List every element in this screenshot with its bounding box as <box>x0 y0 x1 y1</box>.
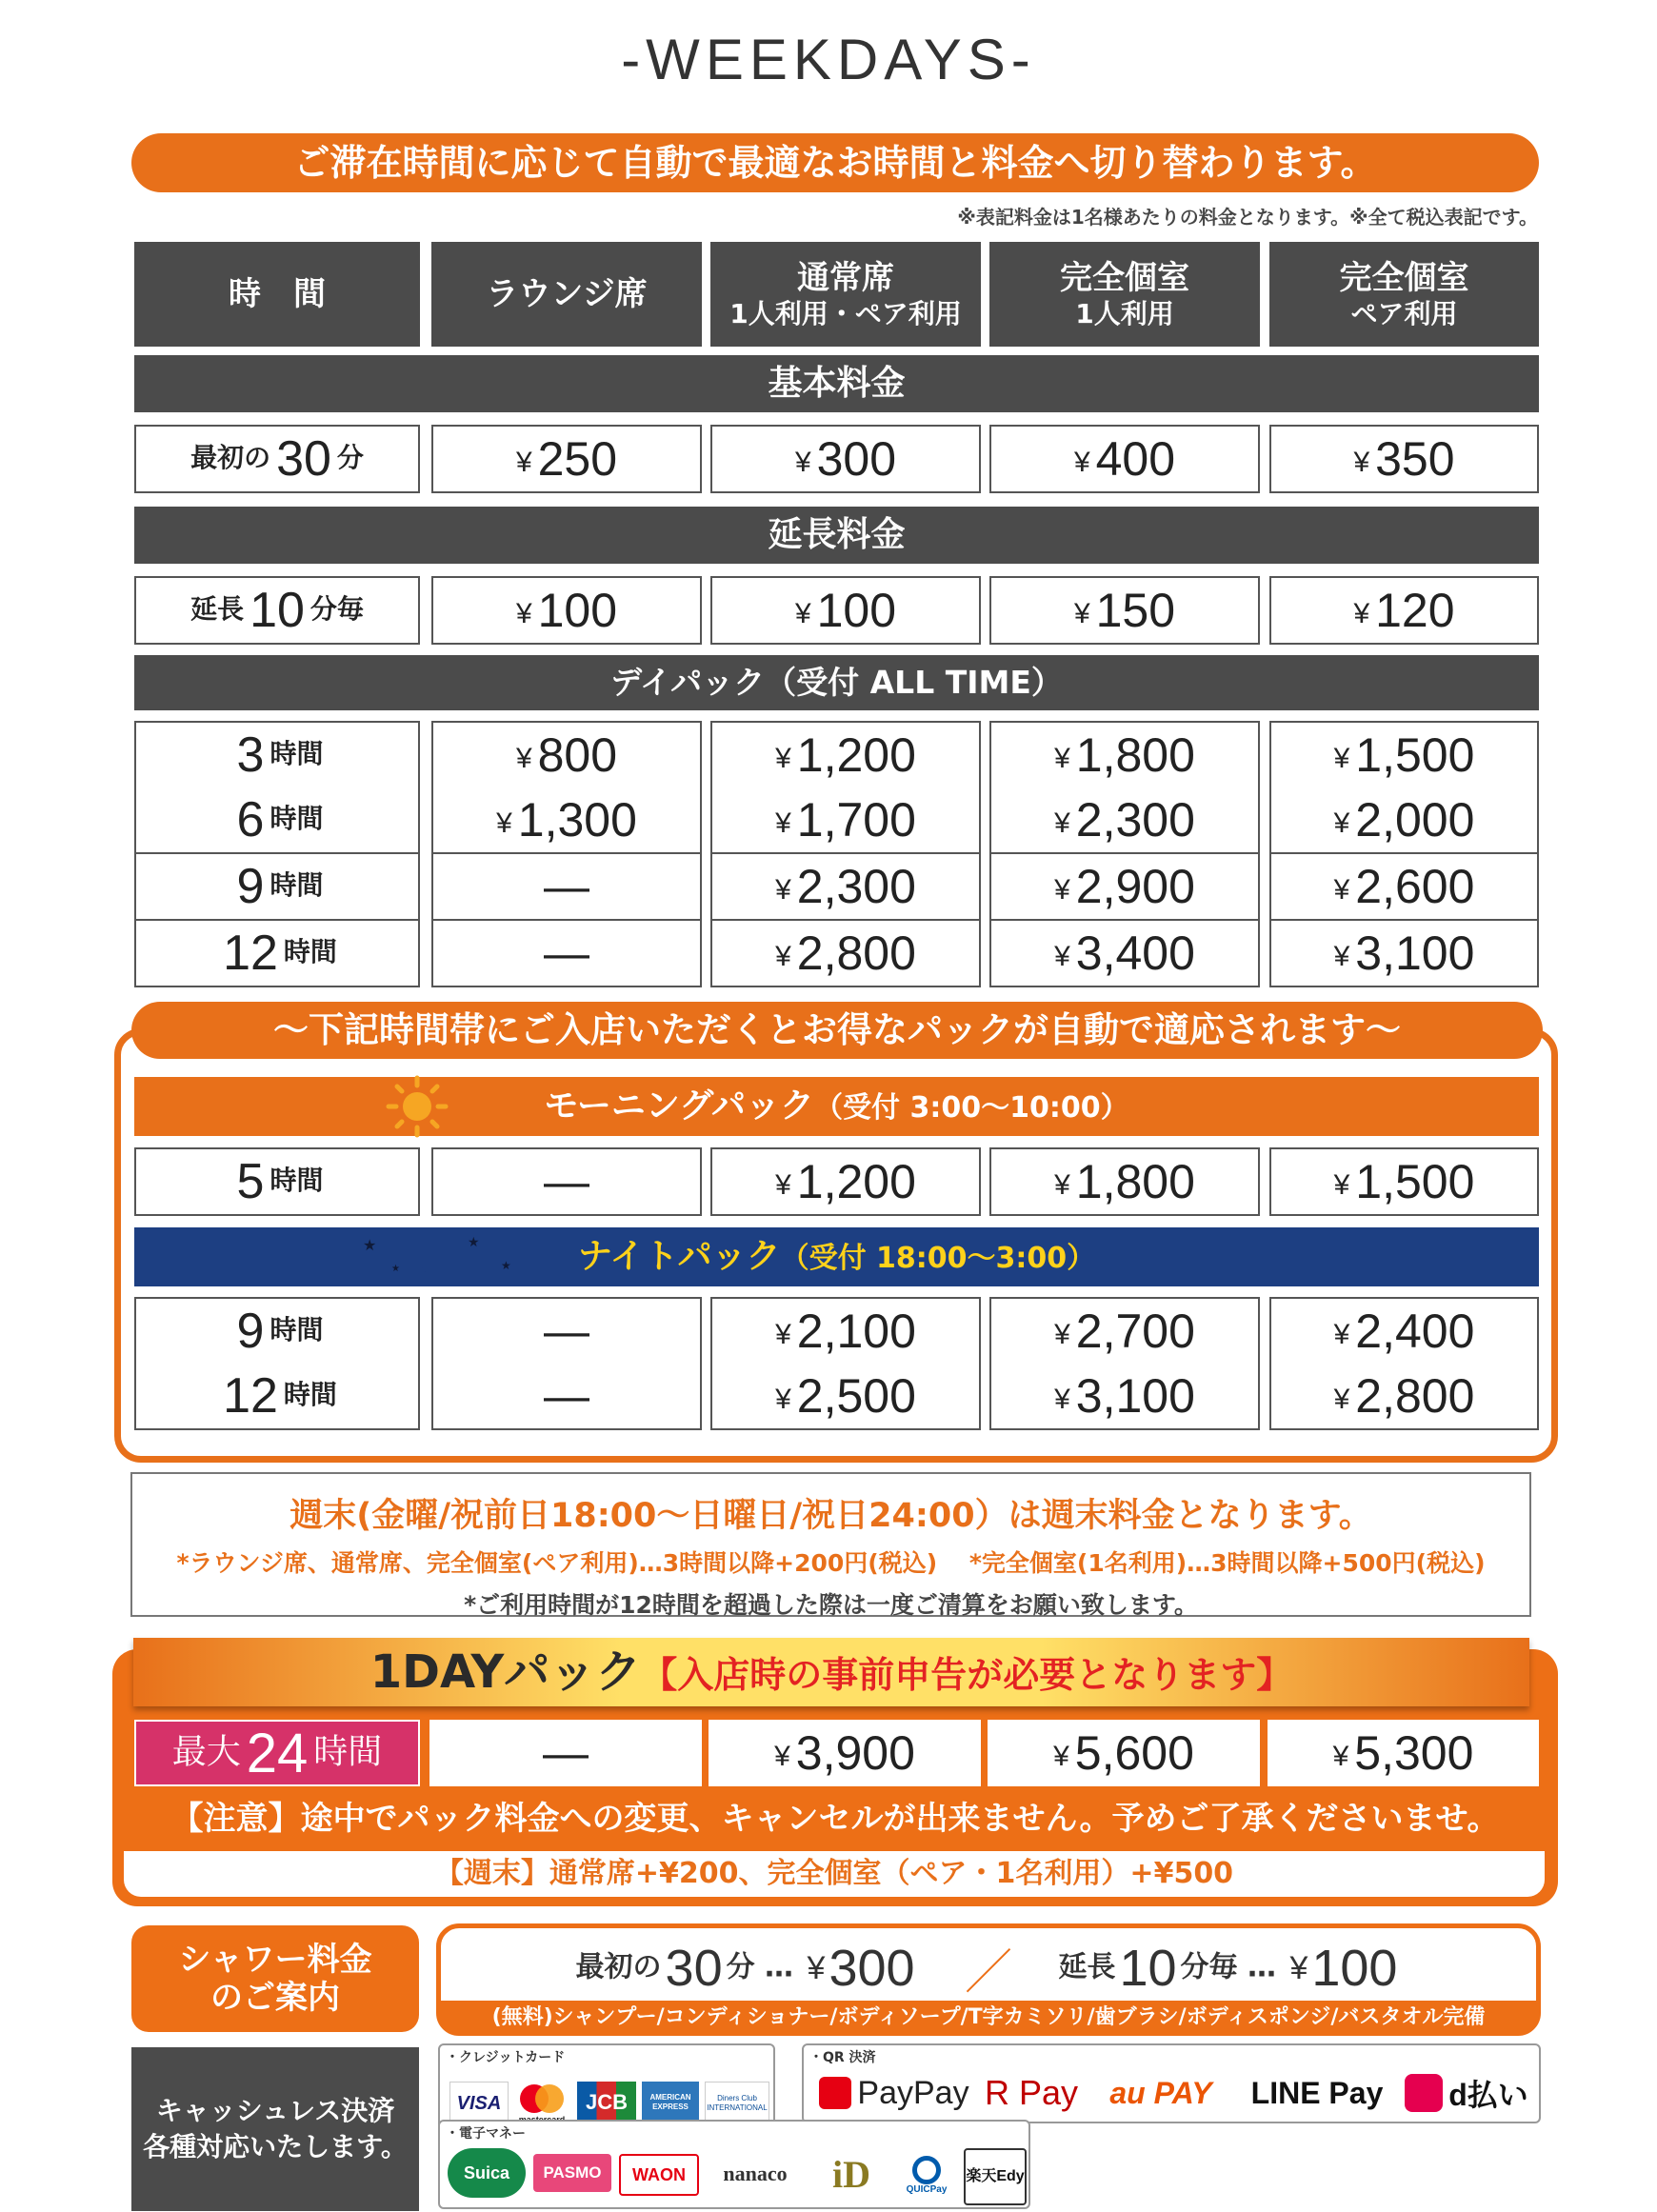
price-amount: 1,200 <box>796 1155 916 1208</box>
yen-symbol: ¥ <box>1073 597 1090 629</box>
row-price-cell <box>989 576 1260 645</box>
section-basic: 基本料金 <box>134 355 1539 412</box>
yen-symbol: ¥ <box>515 742 532 774</box>
price-amount: 800 <box>537 728 618 782</box>
price-value <box>1334 1368 1475 1424</box>
shower-first-pre: 最初の <box>575 1950 662 1984</box>
price-value <box>774 1725 915 1781</box>
price-value <box>1054 1368 1195 1424</box>
yen-symbol: ¥ <box>1333 1383 1350 1415</box>
time-label-num: 12 <box>223 926 278 981</box>
oneday-pack-notice: 【入店時の事前申告が必要となります】 <box>641 1654 1293 1696</box>
time-label-unit: 時間 <box>270 1165 324 1196</box>
price-value <box>1074 583 1175 638</box>
price-amount: 250 <box>537 432 618 486</box>
shower-label-line-2: のご案内 <box>210 1979 340 2017</box>
row-price-cell <box>431 787 702 854</box>
price-value <box>1053 1725 1194 1781</box>
row-time-cell <box>134 1364 420 1430</box>
page-title: -WEEKDAYS- <box>621 28 1036 91</box>
row-price-cell <box>710 1297 981 1365</box>
price-value <box>516 727 617 783</box>
au-pay-logo: au PAY <box>1109 2075 1212 2110</box>
header-private-single-sub: 1人利用 <box>1075 298 1174 329</box>
price-amount: 2,300 <box>1075 793 1195 847</box>
yen-symbol: ¥ <box>1054 873 1070 906</box>
row-price-cell <box>989 721 1260 789</box>
credit-caption: ・クレジットカード <box>446 2050 566 2065</box>
oneday-duration <box>134 1720 420 1786</box>
header-lounge <box>431 242 702 347</box>
price-amount: 3,400 <box>1075 927 1195 980</box>
time-label-num: 9 <box>236 859 265 914</box>
price-value <box>1333 1725 1474 1781</box>
row-time-cell <box>134 787 420 854</box>
yen-symbol: ¥ <box>1054 742 1070 774</box>
yen-symbol: ¥ <box>794 597 811 629</box>
shower-amenities: (無料)シャンプー/コンディショナー/ボディソープ/T字カミソリ/歯ブラシ/ボディスポンジ/バスタオル完備 <box>441 2001 1536 2035</box>
price-value <box>1054 1304 1195 1359</box>
row-price-cell <box>1269 1297 1539 1365</box>
sun-icon <box>384 1075 450 1138</box>
row-price-cell <box>710 1364 981 1430</box>
price-value <box>1334 1304 1475 1359</box>
row-price-cell <box>989 787 1260 854</box>
yen-symbol: ¥ <box>1333 873 1350 906</box>
price-amount: 120 <box>1375 584 1455 637</box>
line-pay-logo: LINE Pay <box>1250 2075 1384 2110</box>
time-label-num: 30 <box>276 431 331 487</box>
waon-logo: WAON <box>619 2154 699 2196</box>
price-amount: 350 <box>1375 432 1455 486</box>
time-label <box>231 1303 324 1360</box>
price-amount: 400 <box>1095 432 1176 486</box>
pasmo-logo: PASMO <box>533 2154 611 2192</box>
price-amount: 1,500 <box>1355 1155 1475 1208</box>
row-price-cell <box>989 854 1260 921</box>
amex-logo: AMERICAN EXPRESS <box>642 2082 699 2123</box>
oneday-pack-title: 1DAYパック <box>369 1645 642 1699</box>
shower-first-price: 300 <box>828 1940 915 1997</box>
yen-symbol: ¥ <box>775 873 791 906</box>
yen-symbol: ¥ <box>1353 597 1370 629</box>
price-value <box>775 1304 916 1359</box>
night-pack-label: ナイトパック <box>577 1237 781 1276</box>
yen-symbol: ¥ <box>1333 940 1350 972</box>
shower-price-box <box>436 1923 1541 2036</box>
row-price-cell <box>431 576 702 645</box>
header-private-single-label: 完全個室 <box>1060 259 1189 297</box>
weekend-line-2: *ラウンジ席、通常席、完全個室(ペア利用)…3時間以降+200円(税込) *完全個室(1名利用)…3時間以降+500円(税込) <box>176 1549 1486 1577</box>
shower-prices <box>441 1934 1536 2003</box>
time-label <box>231 727 324 784</box>
header-time <box>134 242 420 347</box>
price-value <box>1334 926 1475 981</box>
row-price-cell <box>710 1147 981 1216</box>
nanaco-logo: nanaco <box>723 2162 788 2185</box>
header-regular <box>710 242 981 347</box>
auto-switch-banner: ご滞在時間に応じて自動で最適なお時間と料金へ切り替わります。 <box>131 133 1539 192</box>
row-price-cell <box>431 921 702 987</box>
time-label <box>231 858 324 915</box>
no-price-dash: — <box>544 1370 589 1422</box>
price-value <box>1334 792 1475 847</box>
price-value <box>775 792 916 847</box>
promo-banner: 〜下記時間帯にご入店いただくとお得なパックが自動で適応されます〜 <box>131 1002 1543 1059</box>
time-label-num: 6 <box>236 792 265 847</box>
time-label <box>190 430 364 488</box>
shower-ext-num: 10 <box>1119 1940 1177 1997</box>
paypay-text: PayPay <box>857 2074 969 2111</box>
price-amount: 2,000 <box>1355 793 1475 847</box>
price-value <box>775 926 916 981</box>
row-time-cell <box>134 425 420 493</box>
price-amount: 1,500 <box>1355 728 1475 782</box>
shower-label-line-1: シャワー料金 <box>178 1941 372 1979</box>
row-time-cell <box>134 1297 420 1365</box>
emoney-box <box>438 2120 1030 2209</box>
price-amount: 5,300 <box>1354 1726 1474 1780</box>
header-lounge-label: ラウンジ席 <box>486 275 648 313</box>
row-price-cell <box>1269 425 1539 493</box>
header-time-label: 時 間 <box>229 275 326 313</box>
morning-pack-accept: （受付 3:00〜10:00） <box>814 1091 1129 1125</box>
rakuten-edy-logo: 楽天Edy <box>964 2148 1027 2205</box>
price-amount: 2,300 <box>796 860 916 913</box>
paypay-logo <box>813 2066 975 2120</box>
yen-symbol: ¥ <box>774 1740 790 1772</box>
yen-symbol: ¥ <box>1054 1168 1070 1201</box>
price-value <box>775 859 916 914</box>
time-label <box>231 1153 324 1210</box>
row-price-cell <box>431 1364 702 1430</box>
shower-first-num: 30 <box>665 1940 723 1997</box>
row-price-cell <box>989 921 1260 987</box>
weekend-line-3: *ご利用時間が12時間を超過した際は一度ご清算をお願い致します。 <box>464 1591 1198 1619</box>
oneday-duration-pre: 最大 <box>171 1732 241 1771</box>
price-value <box>1353 583 1454 638</box>
price-amount: 1,800 <box>1075 1155 1195 1208</box>
oneday-price-cell <box>988 1720 1260 1786</box>
time-label-unit: 時間 <box>270 803 324 834</box>
oneday-price-cell <box>709 1720 981 1786</box>
time-label-unit: 分毎 <box>309 593 364 625</box>
no-price-dash: — <box>544 1156 589 1207</box>
price-amount: 2,800 <box>1355 1369 1475 1423</box>
header-private-single <box>989 242 1260 347</box>
header-private-pair-sub: ペア利用 <box>1350 298 1458 329</box>
shower-label <box>131 1925 419 2032</box>
price-amount: 1,200 <box>796 728 916 782</box>
row-price-cell <box>431 425 702 493</box>
price-amount: 2,700 <box>1075 1305 1195 1358</box>
row-time-cell <box>134 921 420 987</box>
row-time-cell <box>134 721 420 789</box>
oneday-pack-bar <box>133 1638 1529 1706</box>
header-private-pair-label: 完全個室 <box>1339 259 1469 297</box>
cashless-label-line-2: 各種対応いたします。 <box>143 2131 408 2162</box>
quicpay-text: QUICPay <box>906 2183 948 2195</box>
row-price-cell <box>1269 1364 1539 1430</box>
row-price-cell <box>710 854 981 921</box>
yen-symbol: ¥ <box>775 1168 791 1201</box>
row-time-cell <box>134 1147 420 1216</box>
oneday-duration-post: 時間 <box>313 1732 383 1771</box>
oneday-duration-num: 24 <box>246 1722 309 1784</box>
price-amount: 2,100 <box>796 1305 916 1358</box>
price-amount: 3,100 <box>1075 1369 1195 1423</box>
header-regular-sub: 1人利用・ペア利用 <box>729 298 962 329</box>
time-label-num: 5 <box>236 1154 265 1209</box>
price-value <box>1334 1154 1475 1209</box>
cashless-label <box>131 2047 419 2211</box>
cashless-label-line-1: キャッシュレス決済 <box>155 2095 395 2126</box>
row-price-cell <box>710 576 981 645</box>
price-value <box>496 792 637 847</box>
svg-text:★: ★ <box>391 1264 400 1274</box>
yen-symbol: ¥ <box>1054 1383 1070 1415</box>
visa-logo: VISA <box>449 2082 509 2125</box>
svg-text:★: ★ <box>501 1259 511 1272</box>
yen-symbol: ¥ <box>775 807 791 839</box>
row-price-cell <box>989 425 1260 493</box>
yen-symbol: ¥ <box>775 742 791 774</box>
emoney-caption: ・電子マネー <box>446 2126 526 2142</box>
yen-symbol: ¥ <box>807 1949 826 1986</box>
qr-payment-box <box>802 2043 1541 2123</box>
row-price-cell <box>1269 1147 1539 1216</box>
row-price-cell <box>989 1147 1260 1216</box>
row-time-cell <box>134 576 420 645</box>
row-price-cell <box>1269 787 1539 854</box>
row-price-cell <box>1269 854 1539 921</box>
row-price-cell <box>710 425 981 493</box>
price-amount: 3,100 <box>1355 927 1475 980</box>
d-barai-logo <box>1400 2066 1533 2120</box>
svg-text:★: ★ <box>468 1235 480 1250</box>
no-price-dash: — <box>544 1305 589 1357</box>
shower-ext-pre: 延長 <box>1058 1950 1116 1984</box>
jcb-logo: JCB <box>577 2082 636 2123</box>
price-value <box>795 431 896 487</box>
time-label <box>217 1367 337 1425</box>
price-value <box>775 1368 916 1424</box>
yen-symbol: ¥ <box>1333 742 1350 774</box>
night-pack-accept: （受付 18:00〜3:00） <box>780 1242 1096 1275</box>
yen-symbol: ¥ <box>515 597 532 629</box>
row-price-cell <box>1269 921 1539 987</box>
price-amount: 1,800 <box>1075 728 1195 782</box>
time-label-num: 10 <box>250 583 305 638</box>
time-label-unit: 分 <box>336 442 364 473</box>
shower-separator: ／ <box>965 1944 1012 2000</box>
price-amount: 100 <box>537 584 618 637</box>
row-price-cell <box>431 1147 702 1216</box>
price-value <box>1054 1154 1195 1209</box>
time-label-unit: 時間 <box>270 738 324 769</box>
price-value <box>775 1154 916 1209</box>
yen-symbol: ¥ <box>1053 1740 1069 1772</box>
price-value <box>1334 859 1475 914</box>
yen-symbol: ¥ <box>1333 1318 1350 1350</box>
time-label <box>231 791 324 848</box>
weekend-line-1: 週末(金曜/祝前日18:00〜日曜日/祝日24:00）は週末料金となります。 <box>289 1497 1372 1535</box>
svg-text:★: ★ <box>363 1236 377 1254</box>
morning-pack-bar <box>134 1077 1539 1136</box>
time-label <box>190 582 364 639</box>
yen-symbol: ¥ <box>775 940 791 972</box>
yen-symbol: ¥ <box>1054 940 1070 972</box>
weekend-notice <box>130 1472 1531 1617</box>
price-value <box>516 583 617 638</box>
price-amount: 100 <box>816 584 897 637</box>
oneday-caution: 【注意】途中でパック料金への変更、キャンセルが出来ません。予めご了承くださいませ。 <box>170 1800 1500 1838</box>
price-value <box>1334 727 1475 783</box>
price-amount: 3,900 <box>795 1726 915 1780</box>
yen-symbol: ¥ <box>1073 446 1090 478</box>
no-price-dash: — <box>544 861 589 912</box>
time-label <box>217 925 337 982</box>
row-price-cell <box>989 1364 1260 1430</box>
yen-symbol: ¥ <box>515 446 532 478</box>
yen-symbol: ¥ <box>1333 1168 1350 1201</box>
price-value <box>1054 792 1195 847</box>
yen-symbol: ¥ <box>1333 807 1350 839</box>
time-label-num: 3 <box>236 727 265 783</box>
time-label-pre: 延長 <box>190 593 245 625</box>
row-price-cell <box>431 1297 702 1365</box>
row-price-cell <box>431 721 702 789</box>
section-daypack: デイパック（受付 ALL TIME） <box>134 655 1539 710</box>
row-price-cell <box>710 721 981 789</box>
time-label-num: 12 <box>223 1368 278 1424</box>
price-amount: 150 <box>1095 584 1176 637</box>
time-label-unit: 時間 <box>283 1379 337 1410</box>
yen-symbol: ¥ <box>1054 807 1070 839</box>
no-price-dash: — <box>544 927 589 979</box>
row-price-cell <box>431 854 702 921</box>
price-amount: 300 <box>816 432 897 486</box>
shower-first-post: 分 … <box>726 1950 794 1984</box>
row-price-cell <box>710 787 981 854</box>
row-price-cell <box>1269 721 1539 789</box>
shower-ext-post: 分毎 … <box>1180 1950 1276 1984</box>
price-amount: 2,400 <box>1355 1305 1475 1358</box>
row-price-cell <box>1269 576 1539 645</box>
price-amount: 1,300 <box>517 793 637 847</box>
moon-stars-icon <box>325 1227 534 1286</box>
suica-logo: Suica <box>448 2148 526 2198</box>
header-private-pair <box>1269 242 1539 347</box>
no-price-dash: — <box>543 1727 589 1779</box>
shower-ext-price: 100 <box>1311 1940 1398 1997</box>
yen-symbol: ¥ <box>1353 446 1370 478</box>
price-value <box>1353 431 1454 487</box>
section-extension: 延長料金 <box>134 507 1539 564</box>
quicpay-logo <box>895 2150 958 2200</box>
oneday-weekend-note: 【週末】通常席+¥200、完全個室（ペア・1名利用）+¥500 <box>124 1851 1545 1897</box>
oneday-price-cell <box>429 1720 702 1786</box>
rakuten-pay-logo: R Pay <box>984 2073 1079 2112</box>
morning-pack-label: モーニングパック <box>544 1086 815 1126</box>
price-value <box>1054 926 1195 981</box>
tax-note: ※表記料金は1名様あたりの料金となります。※全て税込表記です。 <box>957 206 1538 229</box>
time-label-pre: 最初の <box>190 442 271 473</box>
yen-symbol: ¥ <box>1054 1318 1070 1350</box>
price-value <box>795 583 896 638</box>
row-time-cell <box>134 854 420 921</box>
yen-symbol: ¥ <box>794 446 811 478</box>
time-label-unit: 時間 <box>270 1314 324 1345</box>
row-price-cell <box>710 921 981 987</box>
time-label-unit: 時間 <box>270 869 324 901</box>
price-amount: 5,600 <box>1074 1726 1194 1780</box>
id-logo: iD <box>832 2152 870 2196</box>
price-amount: 1,700 <box>796 793 916 847</box>
header-regular-label: 通常席 <box>797 259 894 297</box>
yen-symbol: ¥ <box>775 1318 791 1350</box>
price-amount: 2,500 <box>796 1369 916 1423</box>
time-label-unit: 時間 <box>283 936 337 967</box>
price-value <box>516 431 617 487</box>
price-amount: 2,600 <box>1355 860 1475 913</box>
d-barai-text: d払い <box>1448 2078 1528 2112</box>
oneday-price-cell <box>1268 1720 1539 1786</box>
yen-symbol: ¥ <box>496 807 512 839</box>
qr-caption: ・QR 決済 <box>809 2050 876 2065</box>
night-pack-bar <box>134 1227 1539 1286</box>
price-value <box>1074 431 1175 487</box>
price-amount: 2,800 <box>796 927 916 980</box>
price-value <box>1054 727 1195 783</box>
yen-symbol: ¥ <box>1289 1949 1308 1986</box>
yen-symbol: ¥ <box>775 1383 791 1415</box>
price-value <box>775 727 916 783</box>
yen-symbol: ¥ <box>1332 1740 1349 1772</box>
diners-logo: Diners Club INTERNATIONAL <box>705 2082 769 2125</box>
row-price-cell <box>989 1297 1260 1365</box>
price-value <box>1054 859 1195 914</box>
mastercard-logo <box>512 2080 571 2125</box>
time-label-num: 9 <box>236 1304 265 1359</box>
price-amount: 2,900 <box>1075 860 1195 913</box>
